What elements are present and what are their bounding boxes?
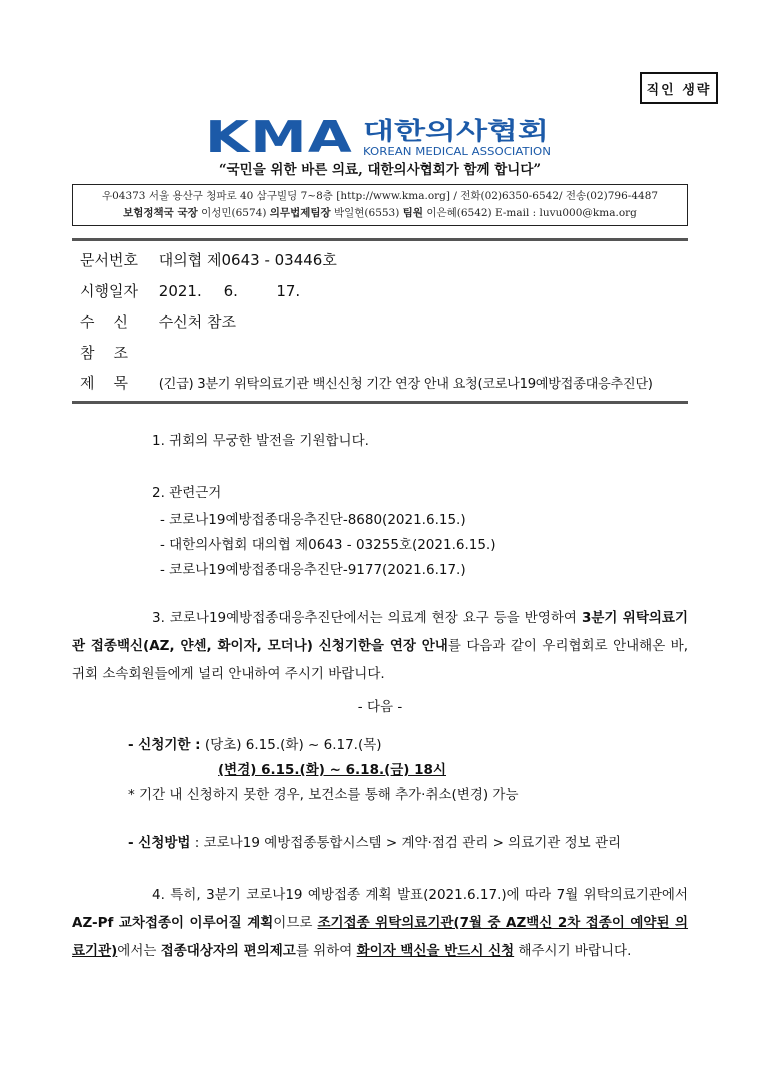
- paragraph-4-early-clinics: 조기접종 위탁의료기관(7월 중 AZ백신 2차 접종이 예약된 의료기관): [72, 915, 689, 959]
- paragraph-4: [72, 881, 688, 965]
- staff-person: 이은혜(6542): [426, 207, 492, 219]
- reference-item: - 대한의사협회 대의협 제0643 - 03255호(2021.6.15.): [160, 537, 496, 553]
- paragraph-4-convenience: 접종대상자의 편의제고: [160, 943, 296, 959]
- paragraph-2-title: 2. 관련근거: [152, 485, 222, 501]
- contact-staff-line: [73, 205, 687, 222]
- paragraph-4-intro: 4. 특히, 3분기 코로나19 예방접종 계획 발표(2021.6.17.)에 따라 7월 위탁의료기관에서: [152, 887, 688, 903]
- method-value: : 코로나19 예방접종통합시스템 > 계약·점검 관리 > 의료기관 정보 관리: [194, 835, 622, 851]
- cc-row: [80, 342, 154, 364]
- doc-number-value: 대의협 제0643 - 03446호: [158, 251, 337, 269]
- logo-name-ko: 대한의사협회: [363, 117, 549, 145]
- dept-person: 이성민(6574): [201, 207, 267, 219]
- date-label: 시행일자: [80, 282, 138, 300]
- doc-number-row: [80, 249, 337, 271]
- recipient-value: 수신처 참조: [158, 313, 236, 331]
- reference-item: - 코로나19예방접종대응추진단-9177(2021.6.17.): [160, 562, 466, 578]
- subject-value: (긴급) 3분기 위탁의료기관 백신신청 기간 연장 안내 요청(코로나19예방접종대응추진단): [158, 377, 653, 392]
- logo-acronym: KMA: [205, 114, 353, 158]
- dept-label: 보험정책국 국장: [123, 207, 198, 219]
- logo-name-en: KOREAN MEDICAL ASSOCIATION: [363, 145, 551, 158]
- deadline-note: * 기간 내 신청하지 못한 경우, 보건소를 통해 추가·취소(변경) 가능: [128, 787, 519, 803]
- deadline-original: (당초) 6.15.(화) ~ 6.17.(목): [204, 737, 382, 753]
- paragraph-4-crossvax: AZ-Pf 교차접종이 이루어질 계획: [72, 915, 274, 931]
- paragraph-1: 1. 귀회의 무궁한 발전을 기원합니다.: [152, 433, 369, 449]
- method-row: [128, 833, 621, 853]
- contact-box: [72, 184, 688, 226]
- kma-logo: [205, 114, 565, 158]
- contact-address-line: 우04373 서울 용산구 청파로 40 삼구빌딩 7~8층 [http://www.kma.org] / 전화(02)6350-6542/ 전송(02)796-4487: [101, 190, 659, 202]
- kma-logo-graphic: [205, 114, 565, 158]
- staff-label: 팀원: [402, 207, 423, 219]
- cc-label: 참 조: [80, 344, 129, 362]
- paragraph-4-closing: 해주시기 바랍니다.: [518, 943, 632, 959]
- next-heading: - 다음 -: [357, 699, 403, 715]
- paragraph-4-connector-3: 를 위하여: [295, 943, 353, 959]
- paragraph-3-intro: 3. 코로나19예방접종대응추진단에서는 의료계 현장 요구 등을 반영하여: [152, 610, 577, 626]
- method-label: - 신청방법: [128, 835, 191, 851]
- date-day: 17.: [276, 282, 301, 300]
- recipient-row: [80, 311, 236, 333]
- contact-email: E-mail : luvu000@kma.org: [495, 207, 637, 219]
- deadline-label: - 신청기한 :: [128, 737, 201, 753]
- doc-number-label: 문서번호: [80, 251, 138, 269]
- reference-item: - 코로나19예방접종대응추진단-8680(2021.6.15.): [160, 512, 466, 528]
- meta-divider: [72, 401, 688, 404]
- subject-label-text: 제 목: [80, 374, 129, 392]
- paragraph-4-connector-2: 에서는: [117, 943, 157, 959]
- paragraph-3-closing: 를 다음과 같이 우리협회로 안내해온 바, 귀회 소속회원들에게 널리 안내하여 주시기 바랍니다.: [72, 638, 689, 682]
- team-label: 의무법제팀장: [269, 207, 331, 219]
- paragraph-4-connector-1: 이므로: [273, 915, 313, 931]
- date-year: 2021.: [158, 282, 202, 300]
- paragraph-3: [72, 604, 688, 688]
- deadline-changed: (변경) 6.15.(화) ~ 6.18.(금) 18시: [218, 762, 446, 778]
- deadline-changed-row: [218, 760, 446, 780]
- recipient-label: 수 신: [80, 313, 129, 331]
- paragraph-4-pfizer-request: 화이자 백신을 반드시 신청: [356, 943, 515, 959]
- seal-omitted-stamp: 직인 생략: [640, 72, 718, 104]
- paragraph-3-emphasis: 3분기 위탁의료기관 접종백신(AZ, 얀센, 화이자, 모더나) 신청기한을 연장 안내: [72, 610, 688, 654]
- date-month: 6.: [223, 282, 238, 300]
- date-row: [80, 280, 300, 302]
- subject-row-text: [80, 372, 680, 394]
- team-person: 박일현(6553): [333, 207, 400, 219]
- slogan: “국민을 위한 바른 의료, 대한의사협회가 함께 합니다”: [218, 162, 542, 178]
- deadline-row: [128, 735, 382, 755]
- header-divider: [72, 238, 688, 241]
